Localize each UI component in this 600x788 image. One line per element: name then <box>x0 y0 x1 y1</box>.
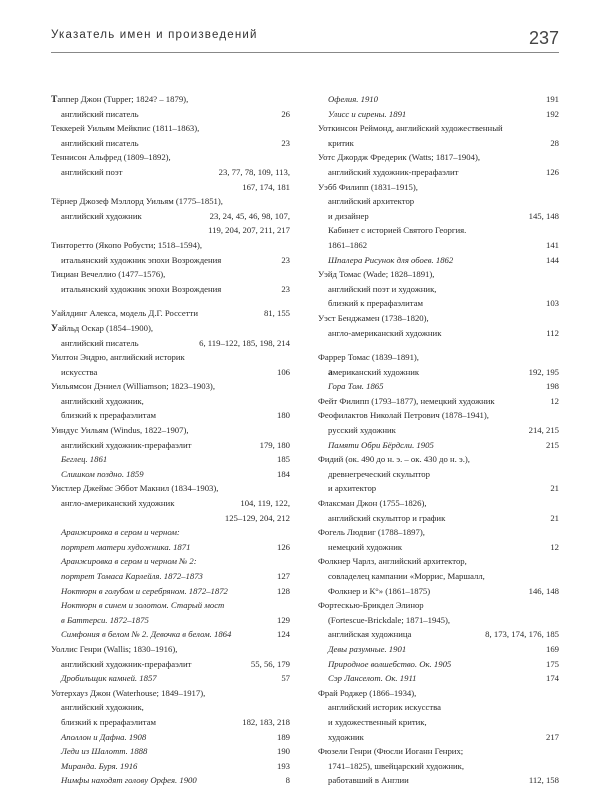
index-entry-text: английский скульптор и график <box>328 512 446 523</box>
index-entry-text: Фейт Филипп (1793–1877), немецкий художник <box>318 395 495 406</box>
index-entry-text: русский художник <box>328 425 396 436</box>
index-entry-text: итальянский художник эпохи Возрождения <box>61 283 222 294</box>
index-page-refs: 198 <box>545 381 559 392</box>
index-entry-text: Уиндус Уильям (Windus, 1822–1907), <box>51 425 189 436</box>
index-page-refs: 144 <box>545 254 559 265</box>
index-page-refs: 104, 119, 122, <box>240 498 290 509</box>
index-work-title <box>318 642 559 657</box>
index-entry-continuation <box>318 282 559 297</box>
index-entry-text: Слишком поздно. 1859 <box>61 468 144 479</box>
index-entry-text: Фюзели Генри (Фюсли Иоганн Генрих; <box>318 746 464 757</box>
index-entry <box>51 306 290 321</box>
index-entry-text: Фолкнер и К°» (1861–1875) <box>328 585 431 596</box>
index-entry-text: критик <box>328 137 354 148</box>
index-entry-text: Аранжировка в сером и черном № 2: <box>61 556 197 567</box>
index-entry-text: английский историк искусства <box>328 702 442 713</box>
index-entry-text: Леди из Шалотт. 1888 <box>61 746 148 757</box>
section-gap <box>318 340 559 350</box>
index-page-refs: 184 <box>276 468 290 479</box>
index-page-refs: 192, 195 <box>528 366 559 377</box>
index-work-title <box>318 253 559 268</box>
index-entry-text: немецкий художник <box>328 541 403 552</box>
index-entry-continuation <box>318 326 559 341</box>
index-page-refs: 6, 119–122, 185, 198, 214 <box>199 337 290 348</box>
index-entry-continuation <box>318 511 559 526</box>
index-work-title <box>51 467 290 482</box>
index-entry <box>318 311 559 326</box>
index-entry <box>51 321 290 336</box>
index-entry <box>318 598 559 613</box>
index-entry-text: английский художник-прерафаэлит <box>61 439 192 450</box>
section-initial: а <box>328 367 333 378</box>
index-entry-text: английский художник-прерафаэлит <box>61 658 192 669</box>
index-entry <box>51 379 290 394</box>
index-work-title <box>51 569 290 584</box>
index-entry-text: Теккерей Уильям Мейкпис (1811–1863), <box>51 123 200 134</box>
index-entry <box>318 554 559 569</box>
index-entry-continuation <box>51 165 290 180</box>
index-entry-text: Тёрнер Джозеф Мэллорд Уильям (1775–1851), <box>51 196 223 207</box>
index-work-title <box>51 613 290 628</box>
index-entry-text: Теннисон Альфред (1809–1892), <box>51 152 171 163</box>
index-entry-text: совладелец кампании «Моррис, Маршалл, <box>328 571 485 581</box>
index-entry <box>318 267 559 282</box>
index-entry-continuation <box>318 481 559 496</box>
index-page-refs: 127 <box>276 571 290 581</box>
index-page-refs: 8, 173, 174, 176, 185 <box>485 629 559 640</box>
index-entry-continuation <box>318 773 559 788</box>
index-entry-continuation <box>51 282 290 297</box>
index-entry-text: (Fortescue-Brickdale; 1871–1945), <box>328 614 451 625</box>
index-entry-continuation <box>318 700 559 715</box>
index-page-refs: 167, 174, 181 <box>242 181 290 192</box>
index-entry <box>318 150 559 165</box>
index-page-refs: 81, 155 <box>263 308 290 319</box>
index-entry <box>318 686 559 701</box>
page-header <box>0 0 600 72</box>
index-work-title <box>51 525 290 540</box>
index-entry-continuation <box>51 136 290 151</box>
index-entry-text: Аранжировка в сером и черном: <box>61 527 180 538</box>
index-page-refs: 126 <box>276 541 290 552</box>
index-entry <box>51 180 290 195</box>
index-page-refs: 175 <box>545 658 559 669</box>
index-entry-text: Уотерхауз Джон (Waterhouse; 1849–1917), <box>51 687 206 698</box>
index-entry-continuation <box>51 394 290 409</box>
index-page-refs: 145, 148 <box>528 210 559 221</box>
index-entry-text: англо-американский художник <box>328 327 442 338</box>
index-entry-text: Уотс Джордж Фредерик (Watts; 1817–1904), <box>318 152 481 163</box>
index-entry-continuation <box>318 238 559 253</box>
index-page-refs: 174 <box>545 673 559 684</box>
index-page-refs: 192 <box>545 108 559 119</box>
index-entry-continuation <box>318 584 559 599</box>
index-entry-text: Природное волшебство. Ок. 1905 <box>328 658 452 669</box>
index-page-refs: 103 <box>545 298 559 309</box>
index-entry <box>51 150 290 165</box>
index-page-refs: 57 <box>281 673 290 684</box>
index-entry-text: Ноктюрн в синем и золотом. Старый мост <box>61 600 225 611</box>
header-rule <box>51 52 559 53</box>
index-entry-text: искусства <box>61 366 98 377</box>
index-entry-text: Аполлон и Дафна. 1908 <box>61 731 147 742</box>
index-entry <box>318 496 559 511</box>
index-page-refs: 214, 215 <box>528 425 559 436</box>
index-entry-continuation <box>318 759 559 774</box>
index-entry-continuation <box>51 715 290 730</box>
index-page-refs: 129 <box>276 614 290 625</box>
index-entry-text: Гора Том. 1865 <box>328 381 384 392</box>
index-work-title <box>51 627 290 642</box>
index-page-refs: 12 <box>550 395 559 406</box>
index-entry-text: работавший в Англии <box>328 775 409 786</box>
index-entry-continuation <box>51 253 290 268</box>
index-entry-text: 1861–1862 <box>328 239 368 250</box>
index-entry-continuation <box>318 627 559 642</box>
index-page-refs: 125–129, 204, 212 <box>224 512 290 523</box>
index-entry-text: Уильямсон Дэниел (Williamson; 1823–1903), <box>51 381 215 392</box>
index-entry-text: древнегреческий скульптор <box>328 468 430 479</box>
index-entry-text: Фаррер Томас (1839–1891), <box>318 352 419 363</box>
index-entry-text: английский поэт и художник, <box>328 283 437 294</box>
index-entry-text: американский художник <box>328 366 420 378</box>
index-entry <box>51 92 290 107</box>
index-page-refs: 112 <box>546 327 559 338</box>
index-column-right <box>318 92 559 788</box>
index-page-refs: 169 <box>545 643 559 654</box>
index-entry <box>51 267 290 282</box>
index-page-refs: 191 <box>545 94 559 104</box>
index-entry-continuation <box>51 496 290 511</box>
index-entry-text: Уоткинсон Реймонд, английский художественный <box>318 123 503 134</box>
index-page-refs: 55, 56, 179 <box>250 658 290 669</box>
index-page-refs: 141 <box>545 239 559 250</box>
index-entry <box>51 350 290 365</box>
index-entry-text: Девы разумные. 1901 <box>328 643 407 654</box>
index-entry-text: близкий к прерафаэлитам <box>61 716 157 727</box>
index-entry-continuation <box>318 165 559 180</box>
index-page-refs: 179, 180 <box>259 439 290 450</box>
index-entry-text: английский художник, <box>61 395 144 406</box>
index-work-title <box>318 379 559 394</box>
index-entry <box>51 194 290 209</box>
index-entry-text: Симфония в белом № 2. Девочка в белом. 1864 <box>61 629 232 640</box>
running-title: Указатель имен и произведений <box>51 29 258 41</box>
index-column-left <box>51 92 290 788</box>
index-entry <box>51 481 290 496</box>
index-entry-continuation <box>51 365 290 380</box>
index-page-refs: 21 <box>550 512 559 523</box>
section-initial: У <box>51 323 58 334</box>
index-entry <box>318 350 559 365</box>
index-entry-continuation <box>318 715 559 730</box>
index-entry-text: Тициан Вечеллио (1477–1576), <box>51 269 166 280</box>
index-page-refs: 112, 158 <box>528 775 559 786</box>
index-entry <box>318 121 559 136</box>
index-work-title <box>318 92 559 107</box>
index-entry-text: английский писатель <box>61 337 139 348</box>
index-entry-continuation <box>51 107 290 122</box>
index-page-refs: 215 <box>545 439 559 450</box>
index-entry-text: близкий к прерафаэлитам <box>328 298 424 309</box>
section-gap <box>51 296 290 306</box>
index-entry-text: Кабинет с историей Святого Георгия. <box>328 225 467 236</box>
index-entry-text: английский писатель <box>61 137 139 148</box>
index-entry-text: Феофилактов Николай Петрович (1878–1941), <box>318 410 489 421</box>
index-entry-text: Уоллис Генри (Wallis; 1830–1916), <box>51 643 178 654</box>
index-page-refs: 28 <box>550 137 559 148</box>
index-entry-continuation <box>318 569 559 584</box>
index-work-title <box>318 438 559 453</box>
index-page-refs: 180 <box>276 410 290 421</box>
index-entry <box>318 394 559 409</box>
index-page-refs: 23 <box>281 283 290 294</box>
index-entry <box>51 642 290 657</box>
index-page-refs: 106 <box>276 366 290 377</box>
index-entry-continuation <box>51 657 290 672</box>
index-entry-text: Фортескью-Брикдел Элинор <box>318 600 424 611</box>
index-entry-text: Офелия. 1910 <box>328 94 378 104</box>
index-entry-text: портрет матери художника. 1871 <box>61 541 191 552</box>
index-entry-text: Улисс и сирены. 1891 <box>328 108 407 119</box>
index-work-title <box>51 759 290 774</box>
index-entry-text: Уайльд Оскар (1854–1900), <box>51 322 154 334</box>
index-entry-text: близкий к прерафаэлитам <box>61 410 157 421</box>
index-work-title <box>51 540 290 555</box>
index-page-refs: 23 <box>281 137 290 148</box>
index-entry-continuation <box>318 540 559 555</box>
index-entry-text: 1741–1825), швейцарский художник, <box>328 760 465 771</box>
index-page-refs: 8 <box>285 775 290 786</box>
index-entry <box>51 223 290 238</box>
index-entry <box>318 525 559 540</box>
index-entry-text: Сэр Ланселот. Ок. 1911 <box>328 673 417 684</box>
index-page-refs: 190 <box>276 746 290 757</box>
index-page-refs: 119, 204, 207, 211, 217 <box>208 225 290 236</box>
index-entry-text: английский поэт <box>61 166 123 177</box>
index-entry-continuation <box>318 209 559 224</box>
index-entry-text: Фидий (ок. 490 до н. э. – ок. 430 до н. э.), <box>318 454 470 465</box>
index-entry-continuation <box>318 296 559 311</box>
index-page-refs: 193 <box>276 760 290 771</box>
index-entry <box>51 511 290 526</box>
index-entry-continuation <box>318 194 559 209</box>
index-entry-text: английский художник-прерафаэлит <box>328 166 459 177</box>
index-entry-text: Миранда. Буря. 1916 <box>61 760 138 771</box>
index-entry-text: художник <box>328 731 364 742</box>
index-entry <box>318 408 559 423</box>
index-work-title <box>51 744 290 759</box>
index-entry-text: Уэбб Филипп (1831–1915), <box>318 181 418 192</box>
index-entry-continuation <box>318 136 559 151</box>
section-initial: Т <box>51 95 58 105</box>
index-work-title <box>51 584 290 599</box>
index-entry-text: английская художница <box>328 629 412 640</box>
page-number: 237 <box>528 28 559 48</box>
index-entry-text: и дизайнер <box>328 210 369 221</box>
index-entry-text: Флаксман Джон (1755–1826), <box>318 498 427 509</box>
index-entry-continuation <box>51 438 290 453</box>
index-entry <box>51 423 290 438</box>
index-entry <box>51 238 290 253</box>
index-entry-text: Таппер Джон (Tupper; 1824? – 1879), <box>51 94 189 105</box>
index-work-title <box>51 452 290 467</box>
index-entry-text: Беглец. 1861 <box>61 454 108 465</box>
index-entry <box>51 686 290 701</box>
index-entry-text: Фолкнер Чарлз, английский архитектор, <box>318 556 467 567</box>
index-entry-text: Уэст Бенджамен (1738–1820), <box>318 312 429 323</box>
index-entry-text: Шпалера Рисунок для обоев. 1862 <box>328 254 454 265</box>
index-entry-text: Памяти Обри Бёрдсли. 1905 <box>328 439 434 450</box>
index-work-title <box>51 671 290 686</box>
index-entry-text: английский писатель <box>61 108 139 119</box>
index-page-refs: 126 <box>545 166 559 177</box>
index-entry-continuation <box>51 336 290 351</box>
index-work-title <box>51 730 290 745</box>
index-entry-text: Уистлер Джеймс Эббот Макнил (1834–1903), <box>51 483 219 494</box>
index-entry-text: английский художник <box>61 210 142 221</box>
index-entry-text: Ноктюрн в голубом и серебряном. 1872–1872 <box>61 585 228 596</box>
index-entry-continuation <box>318 467 559 482</box>
index-entry-text: портрет Томаса Карлейля. 1872–1873 <box>61 571 203 581</box>
index-page-refs: 217 <box>545 731 559 742</box>
index-page-refs: 23, 24, 45, 46, 98, 107, <box>209 210 290 221</box>
index-entry-continuation <box>318 730 559 745</box>
index-entry <box>318 744 559 759</box>
index-entry-continuation <box>318 223 559 238</box>
index-page-refs: 189 <box>276 731 290 742</box>
index-entry <box>318 452 559 467</box>
index-work-title <box>318 107 559 122</box>
index-entry-continuation <box>51 408 290 423</box>
index-entry-text: Уайлдинг Алекса, модель Д.Г. Россетти <box>51 308 198 319</box>
index-page-refs: 12 <box>550 541 559 552</box>
index-entry-continuation <box>318 613 559 628</box>
index-entry-text: английский художник, <box>61 702 144 713</box>
index-work-title <box>51 598 290 613</box>
index-entry-continuation <box>51 700 290 715</box>
index-entry-text: Фрай Роджер (1866–1934), <box>318 687 417 698</box>
index-page-refs: 146, 148 <box>528 585 559 596</box>
index-page-refs: 185 <box>276 454 290 465</box>
index-work-title <box>318 657 559 672</box>
index-page-refs: 124 <box>276 629 290 640</box>
index-entry-text: Тинторетто (Якопо Робусти; 1518–1594), <box>51 239 203 250</box>
index-entry-continuation <box>318 423 559 438</box>
index-page-refs: 21 <box>550 483 559 494</box>
index-work-title <box>318 671 559 686</box>
index-page-refs: 26 <box>281 108 290 119</box>
index-entry-text: Фогель Людвиг (1788–1897), <box>318 527 425 538</box>
index-page-refs: 23 <box>281 254 290 265</box>
index-entry-text: и художественный критик, <box>328 716 427 727</box>
index-entry-text: Уилтон Эндрю, английский историк <box>51 352 185 363</box>
index-work-title <box>51 773 290 788</box>
index-page-refs: 23, 77, 78, 109, 113, <box>218 166 290 177</box>
index-entry-text: англо-американский художник <box>61 498 175 509</box>
index-entry-continuation <box>51 209 290 224</box>
index-page-refs: 182, 183, 218 <box>242 716 290 727</box>
index-entry-text: Уэйд Томас (Wade; 1828–1891), <box>318 269 435 280</box>
index-entry <box>51 121 290 136</box>
index-entry-text: итальянский художник эпохи Возрождения <box>61 254 222 265</box>
index-entry-continuation <box>318 365 559 380</box>
index-page-refs: 128 <box>276 585 290 596</box>
index-entry-text: Нимфы находят голову Орфея. 1900 <box>61 775 197 786</box>
index-entry-text: Дробильщик камней. 1857 <box>61 673 157 684</box>
index-entry-text: и архитектор <box>328 483 377 494</box>
index-entry-text: в Баттерси. 1872–1875 <box>61 614 149 625</box>
index-work-title <box>51 554 290 569</box>
index-entry <box>318 180 559 195</box>
index-entry-text: английский архитектор <box>328 196 415 207</box>
